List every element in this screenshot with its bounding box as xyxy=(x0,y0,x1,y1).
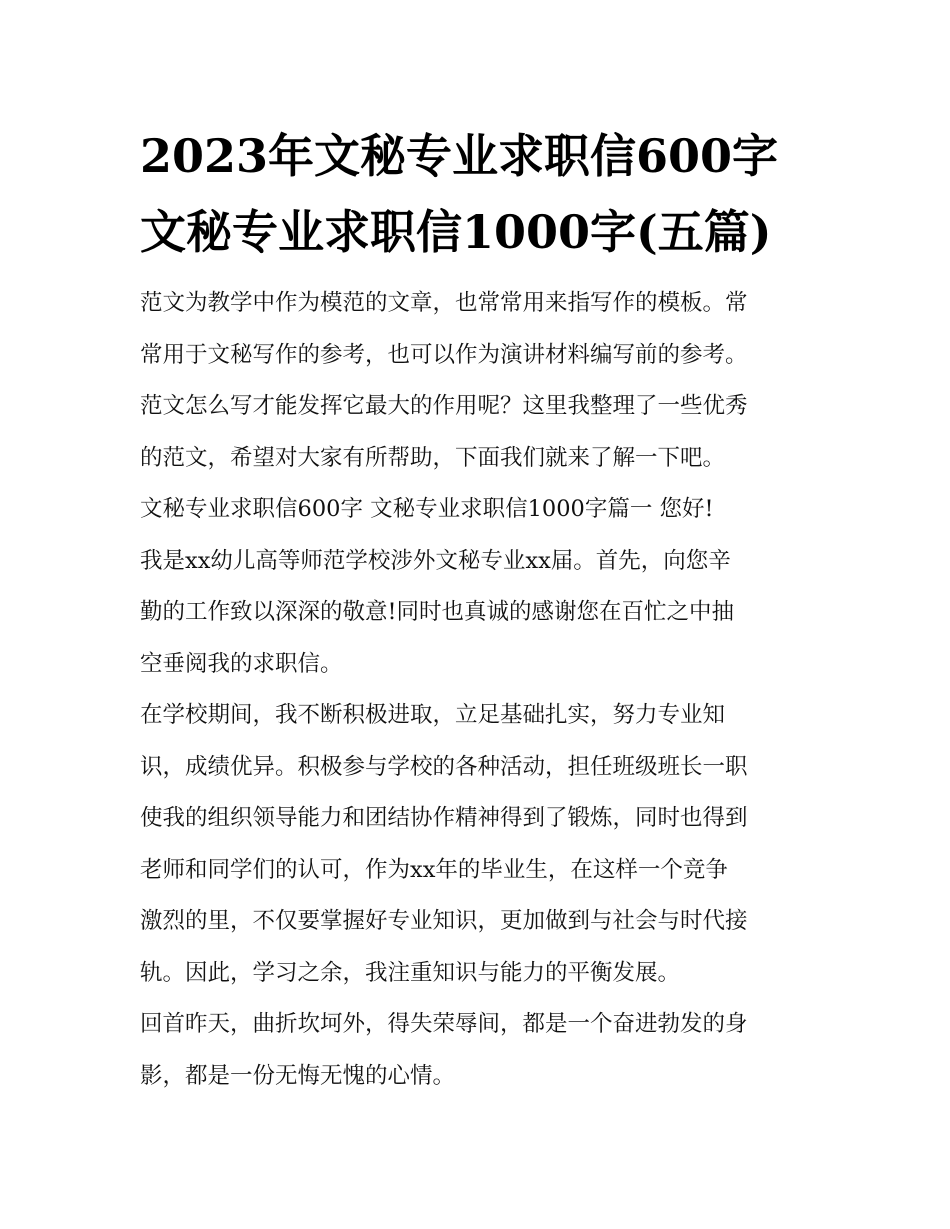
school-experience-paragraph xyxy=(140,690,812,999)
text-line: 影，都是一份无悔无愧的心情。 xyxy=(140,1062,456,1089)
text-line: 常用于文秘写作的参考，也可以作为演讲材料编写前的参考。 xyxy=(140,341,748,368)
text-line: 范文怎么写才能发挥它最大的作用呢？这里我整理了一些优秀 xyxy=(140,393,748,419)
text-line: 勤的工作致以深深的敬意!同时也真诚的感谢您在百忙之中抽 xyxy=(140,599,735,625)
text-line: 老师和同学们的认可，作为xx年的毕业生，在这样一个竞争 xyxy=(140,856,728,883)
text-line: 识，成绩优异。积极参与学校的各种活动，担任班级班长一职 xyxy=(140,753,748,780)
text-line: 的范文，希望对大家有所帮助，下面我们就来了解一下吧。 xyxy=(140,444,726,471)
title-line: 2023年文秘专业求职信600字 xyxy=(140,129,779,183)
text-line: 使我的组织领导能力和团结协作精神得到了锻炼，同时也得到 xyxy=(140,805,748,831)
text-line: 激烈的里，不仅要掌握好专业知识，更加做到与社会与时代接 xyxy=(140,908,748,934)
text-line: 范文为教学中作为模范的文章，也常常用来指写作的模板。常 xyxy=(140,290,748,316)
document-title xyxy=(140,118,820,270)
intro-paragraph xyxy=(140,278,812,484)
reflection-paragraph xyxy=(140,999,812,1102)
text-line: 空垂阅我的求职信。 xyxy=(140,650,343,677)
title-line: 文秘专业求职信1000字(五篇) xyxy=(140,205,772,259)
document-body xyxy=(140,278,812,1102)
text-line: 在学校期间，我不断积极进取，立足基础扎实，努力专业知 xyxy=(140,702,726,728)
text-line: 文秘专业求职信600字 文秘专业求职信1000字篇一 您好! xyxy=(140,496,714,522)
text-line: 回首昨天，曲折坎坷外，得失荣辱间，都是一个奋进勃发的身 xyxy=(140,1011,748,1037)
section-heading-paragraph xyxy=(140,484,812,536)
text-line: 轨。因此，学习之余，我注重知识与能力的平衡发展。 xyxy=(140,959,681,986)
self-introduction-paragraph xyxy=(140,536,812,691)
text-line: 我是xx幼儿高等师范学校涉外文秘专业xx届。首先，向您辛 xyxy=(140,547,731,574)
